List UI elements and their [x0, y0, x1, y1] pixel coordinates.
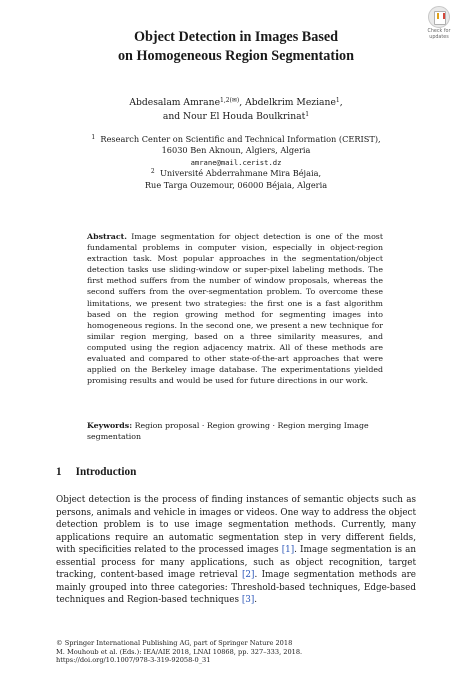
citation-link[interactable]: [1] [281, 545, 295, 556]
abstract-label: Abstract. [87, 232, 127, 241]
affiliation-1-line-1 [70, 134, 402, 145]
footer-copyright: © Springer International Publishing AG, part of Springer Nature 2018 [56, 639, 293, 647]
section-number: 1 [56, 466, 62, 478]
author-boulkrinat: and Nour El Houda Boulkrinat [162, 111, 306, 122]
affiliation-2-line-2: Rue Targa Ouzemour, 06000 Béjaia, Algeria [144, 179, 328, 190]
affiliations [70, 134, 402, 191]
affiliation-1-number: 1 [91, 134, 96, 141]
affiliation-2-number: 2 [150, 168, 155, 176]
citation-link[interactable]: [3] [241, 595, 255, 606]
author-line-1 [60, 96, 412, 110]
author-list [60, 96, 412, 124]
copyright-footer [56, 639, 416, 665]
title-line-1: Object Detection in Images Based [133, 29, 339, 45]
section-heading-introduction [56, 466, 136, 478]
affiliation-2-line-1 [70, 168, 402, 179]
footer-citation: M. Mouhoub et al. (Eds.): IEA/AIE 2018, LNAI 10868, pp. 327–333, 2018. [56, 647, 303, 656]
introduction-paragraph [56, 494, 416, 607]
author-line-2 [60, 110, 412, 124]
author-boulkrinat-sup: 1 [305, 111, 310, 118]
author-meziane: , Abdelkrim Meziane [239, 97, 336, 108]
author-separator: , [339, 97, 343, 108]
title-line-2: on Homogeneous Region Segmentation [117, 48, 355, 64]
keywords-text: Region proposal · Region growing · Region merging Image segmentation [87, 421, 369, 442]
intro-text-2: . Image segmentation is an essential process for many applications, such as object recognition, target tracking, content-based image retrieval [56, 545, 416, 581]
abstract [87, 231, 383, 386]
badge-label: Check for updates [427, 29, 451, 40]
section-title: Introduction [75, 466, 137, 478]
footer-doi-link[interactable]: https://doi.org/10.1007/978-3-319-92058-0_31 [56, 656, 211, 665]
author-email[interactable]: amrane@mail.cerist.dz [190, 157, 282, 167]
author-amrane: Abdesalam Amrane [129, 97, 221, 108]
affiliation-1-line-2: 16030 Ben Aknoun, Algiers, Algeria [161, 145, 311, 156]
affiliation-2-name: Université Abderrahmane Mira Béjaia, [159, 168, 322, 179]
citation-link[interactable]: [2] [241, 570, 255, 581]
check-for-updates-icon [428, 6, 450, 28]
intro-text-4: . [254, 595, 258, 606]
intro-text-3: . Image segmentation methods are mainly grouped into three categories: Threshold-based techniques, Edge-based techniques and Region-based techniques [56, 570, 416, 606]
keywords [87, 420, 383, 442]
author-meziane-sup: 1 [335, 97, 340, 104]
abstract-text: Image segmentation for object detection is one of the most fundamental problems in computer vision, especially in object-region extraction task. Most popular approaches in the segmentation/object detection tasks use sliding-window or super-pixel labeling methods. The first method suffers from the number of window proposals, whereas the second suffers from the over-segmentation problem. To overcome these limitations, we present two strategies: the first one is a fast algorithm based on the region growing method for segmenting images into homogeneous regions. In the second one, we present a new technique for similar region merging, based on a three similarity measures, and computed using the region adjacency matrix. All of these methods are evaluated and compared to other state-of-the-art approaches that were applied on the Berkeley image database. The experimentations yielded promising results and would be used for future directions in our work. [87, 232, 383, 386]
keywords-label: Keywords: [87, 421, 133, 430]
affiliation-1-name: Research Center on Scientific and Technical Information (CERIST), [100, 134, 381, 144]
author-amrane-sup: 1,2(✉) [220, 97, 240, 104]
intro-text-1: Object detection is the process of finding instances of semantic objects such as persons, animals and vehicle in images or videos. One way to address the object detection problem is to use image segmentation methods. Currently, many applications require an automatic segmentation step in very different fields, with specificities related to the processed images [56, 495, 416, 556]
paper-title [40, 28, 432, 66]
